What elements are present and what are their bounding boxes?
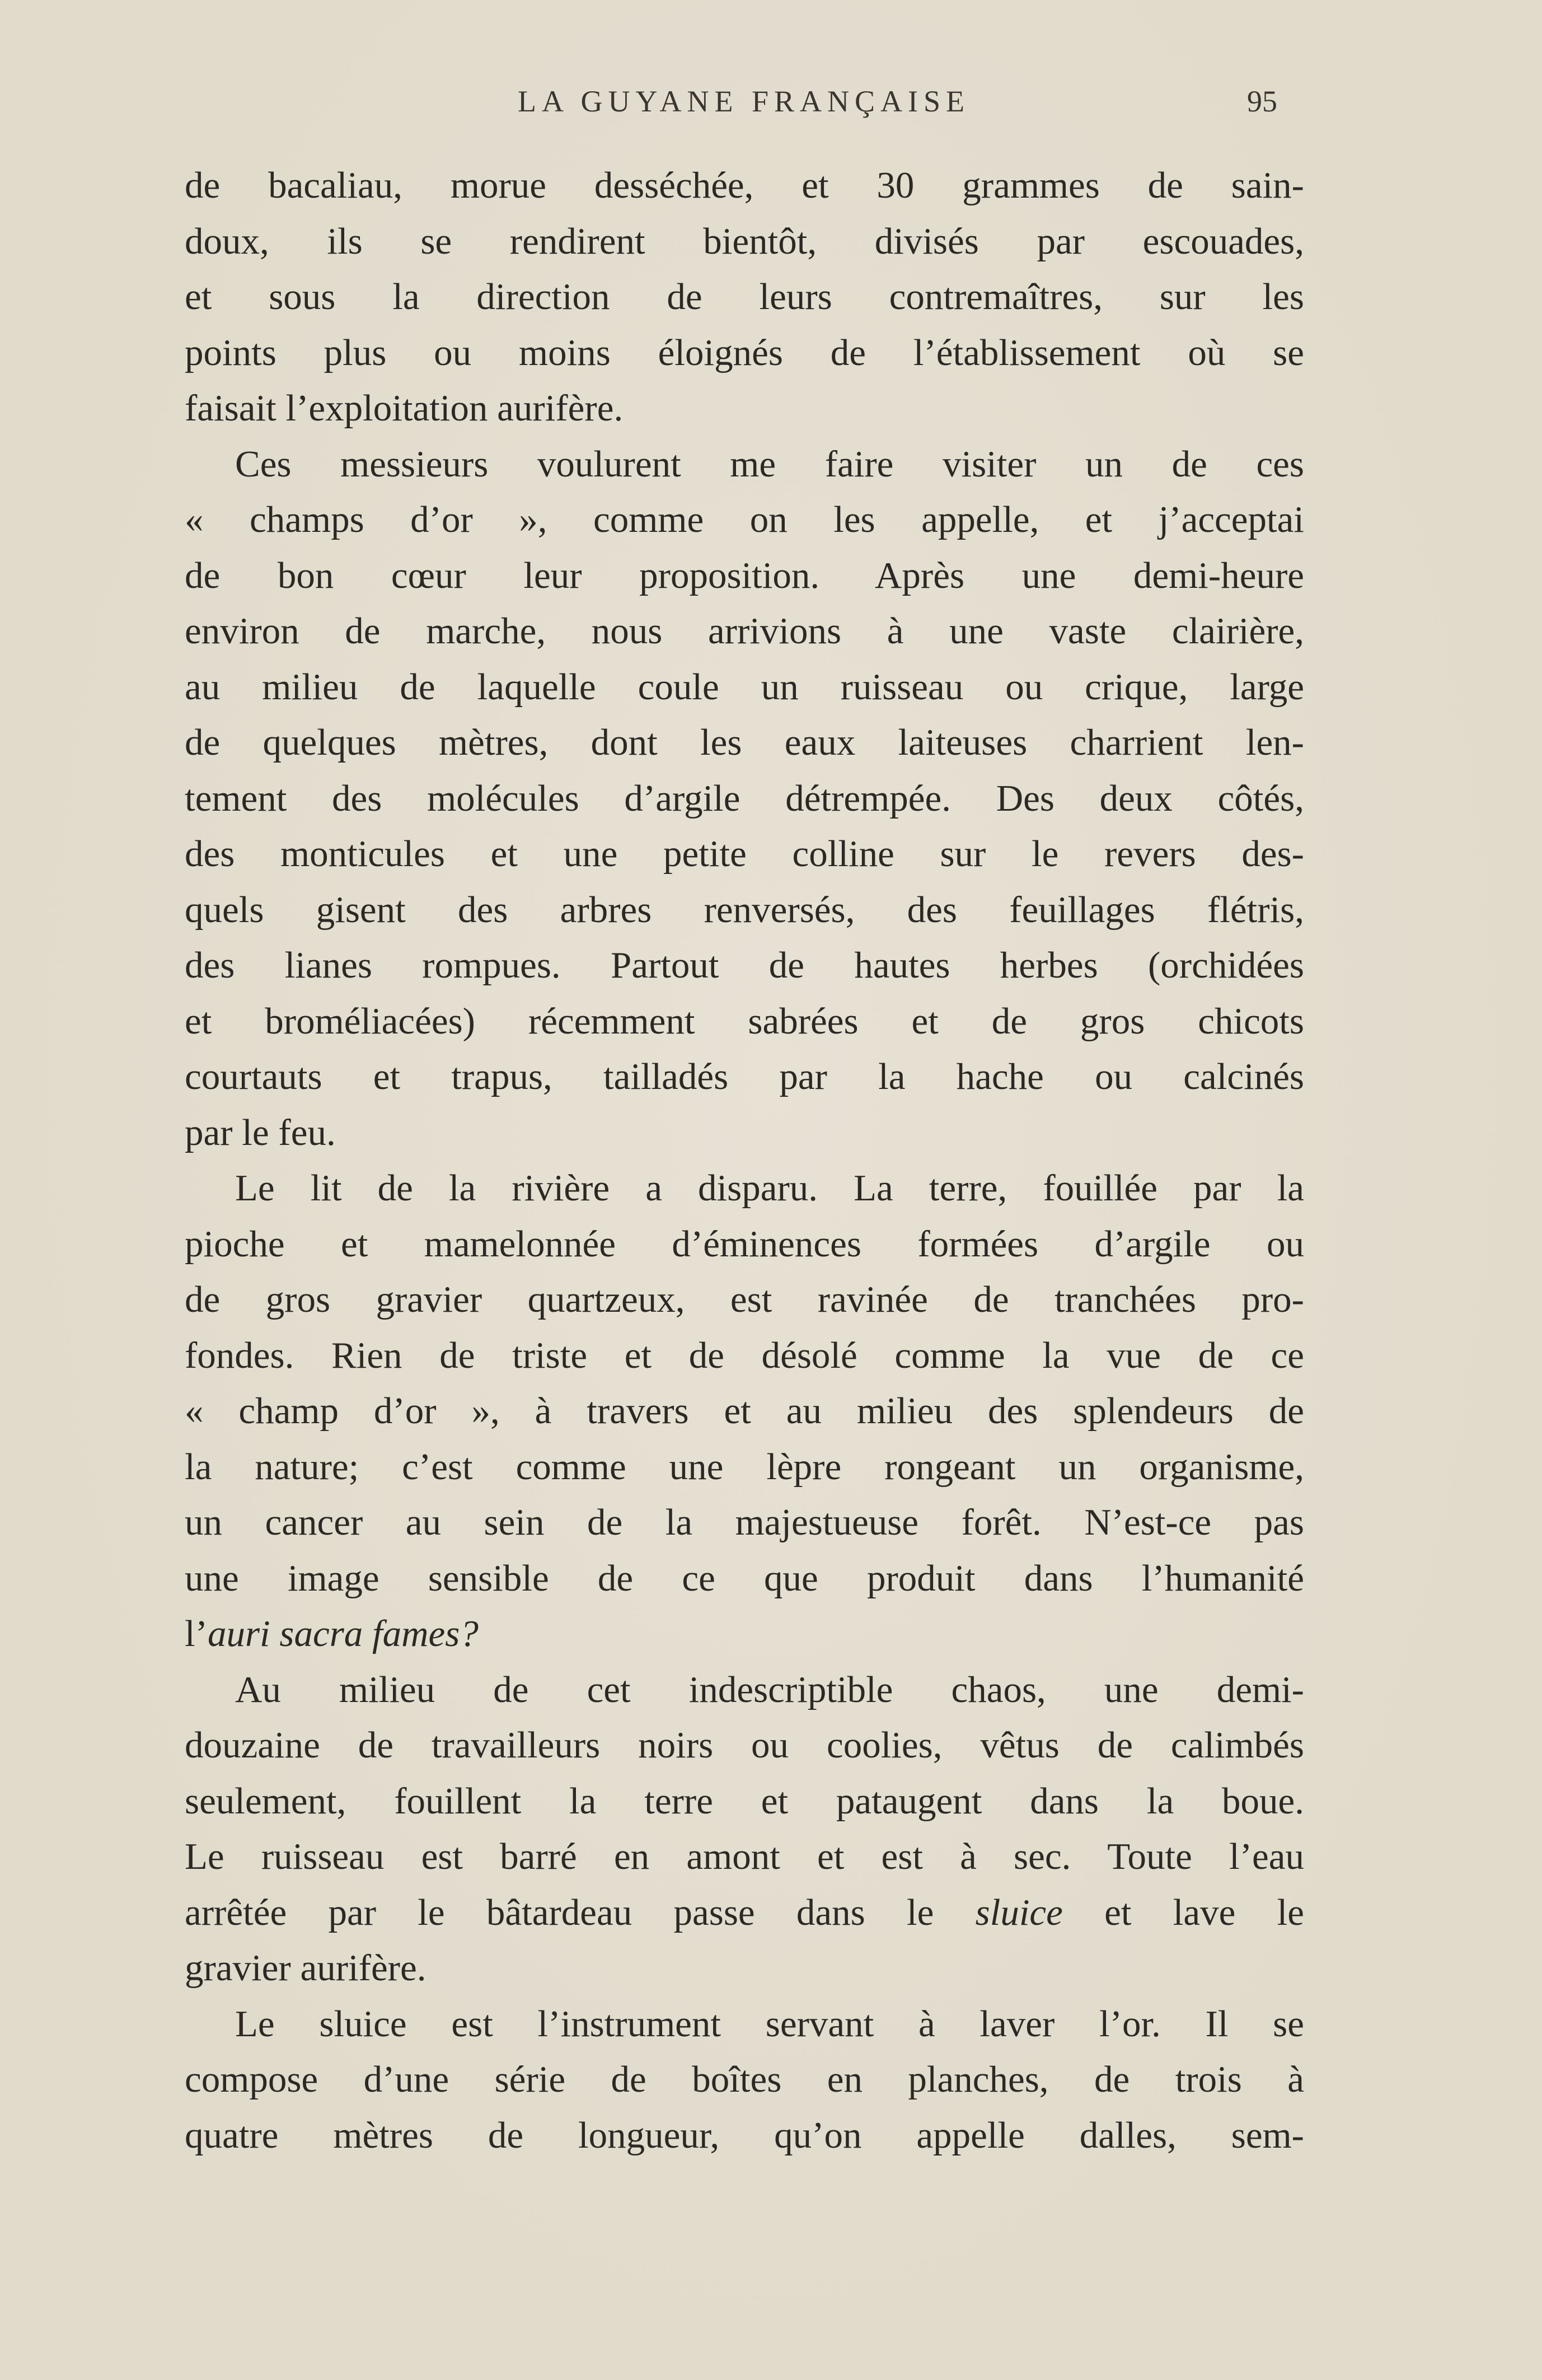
text-line: pioche et mamelonnée d’éminences formées d’argile ou bbox=[185, 1223, 1304, 1265]
text-line: Au milieu de cet indescriptible chaos, une demi- bbox=[235, 1668, 1304, 1710]
text-line: et broméliacées) récemment sabrées et de gros chicots bbox=[185, 1000, 1304, 1042]
text-line: Ces messieurs voulurent me faire visiter un de ces bbox=[235, 443, 1304, 485]
text-line: Le lit de la rivière a disparu. La terre, fouillée par la bbox=[235, 1167, 1304, 1209]
text-line-sluice bbox=[185, 1885, 1304, 1941]
text-line: et sous la direction de leurs contremaîtres, sur les bbox=[185, 276, 1304, 317]
text-line: une image sensible de ce que produit dans l’humanité bbox=[185, 1557, 1304, 1599]
text-fragment: arrêtée par le bâtardeau passe dans le bbox=[185, 1891, 976, 1933]
text-line: quels gisent des arbres renversés, des feuillages flétris, bbox=[185, 889, 1304, 931]
page-number: 95 bbox=[1247, 85, 1277, 118]
text-fragment: l’ bbox=[185, 1613, 208, 1654]
sluice-term: sluice bbox=[975, 1891, 1063, 1933]
text-line: Le ruisseau est barré en amont et est à sec. Toute l’eau bbox=[185, 1836, 1304, 1877]
text-line: la nature; c’est comme une lèpre rongeant un organisme, bbox=[185, 1446, 1304, 1488]
body-text bbox=[185, 158, 1304, 2163]
text-line: de quelques mètres, dont les eaux laiteuses charrient len- bbox=[185, 722, 1304, 763]
text-line: gravier aurifère. bbox=[185, 1947, 426, 1989]
text-line: par le feu. bbox=[185, 1111, 336, 1153]
text-fragment: et lave le bbox=[1062, 1891, 1304, 1933]
running-head bbox=[0, 84, 1542, 129]
text-line: points plus ou moins éloignés de l’établissement où se bbox=[185, 331, 1304, 373]
text-line: fondes. Rien de triste et de désolé comme la vue de ce bbox=[185, 1334, 1304, 1376]
running-title: LA GUYANE FRANÇAISE bbox=[518, 85, 971, 118]
text-line: au milieu de laquelle coule un ruisseau ou crique, large bbox=[185, 666, 1304, 708]
latin-quote: auri sacra fames? bbox=[207, 1613, 479, 1654]
text-line: courtauts et trapus, tailladés par la hache ou calcinés bbox=[185, 1056, 1304, 1097]
text-line-latin-quote bbox=[185, 1606, 1304, 1662]
text-line: tement des molécules d’argile détrempée. Des deux côtés, bbox=[185, 777, 1304, 819]
text-line: des lianes rompues. Partout de hautes herbes (orchidées bbox=[185, 944, 1304, 986]
text-line: environ de marche, nous arrivions à une vaste clairière, bbox=[185, 610, 1304, 652]
text-line: faisait l’exploitation aurifère. bbox=[185, 387, 624, 429]
text-line: douzaine de travailleurs noirs ou coolies, vêtus de calimbés bbox=[185, 1724, 1304, 1766]
text-line: seulement, fouillent la terre et pataugent dans la boue. bbox=[185, 1780, 1304, 1822]
text-line: « champ d’or », à travers et au milieu des splendeurs de bbox=[185, 1390, 1304, 1432]
text-line: de bacaliau, morue desséchée, et 30 grammes de sain- bbox=[185, 165, 1304, 206]
text-line: des monticules et une petite colline sur le revers des- bbox=[185, 833, 1304, 875]
text-line: de gros gravier quartzeux, est ravinée de tranchées pro- bbox=[185, 1279, 1304, 1320]
text-line: « champs d’or », comme on les appelle, et j’acceptai bbox=[185, 499, 1304, 540]
text-line: doux, ils se rendirent bientôt, divisés par escouades, bbox=[185, 220, 1304, 262]
text-line: Le sluice est l’instrument servant à laver l’or. Il se bbox=[235, 2003, 1304, 2045]
text-line: de bon cœur leur proposition. Après une demi-heure bbox=[185, 554, 1304, 596]
text-line: quatre mètres de longueur, qu’on appelle dalles, sem- bbox=[185, 2114, 1304, 2156]
text-line: compose d’une série de boîtes en planches, de trois à bbox=[185, 2059, 1304, 2100]
text-line: un cancer au sein de la majestueuse forêt. N’est-ce pas bbox=[185, 1502, 1304, 1543]
